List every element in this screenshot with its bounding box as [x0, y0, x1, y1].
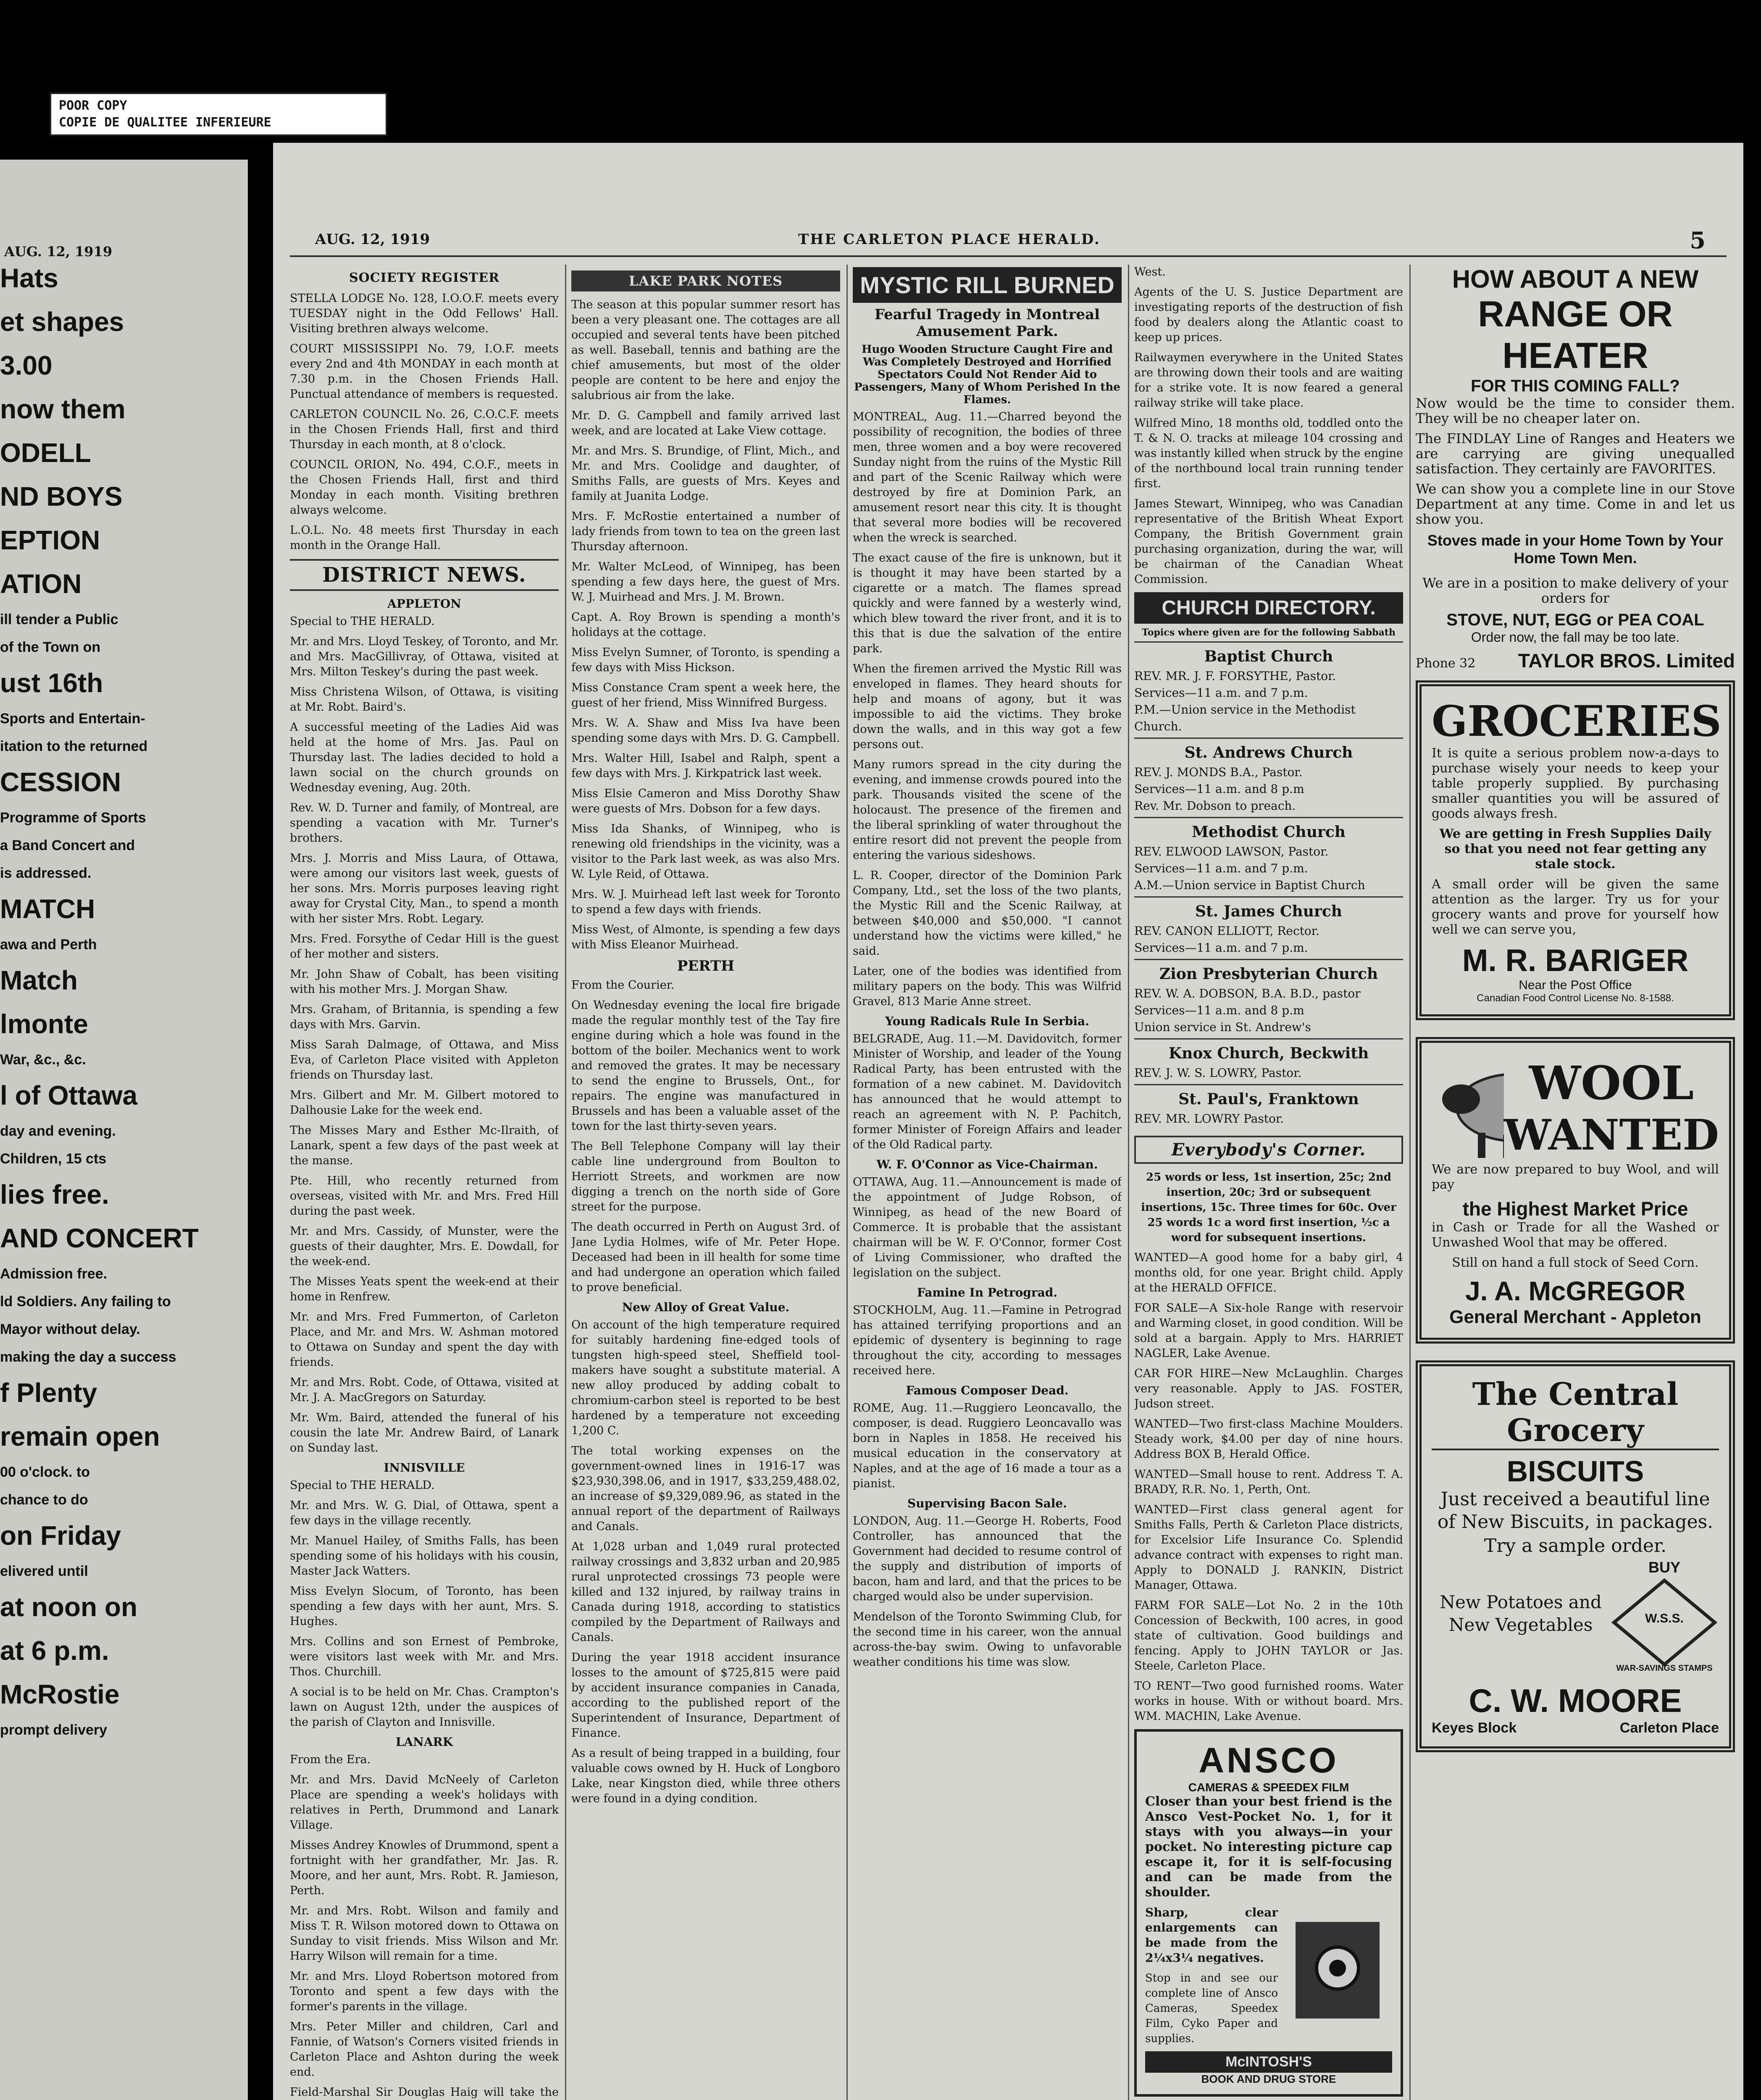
oconnor-title: W. F. O'Connor as Vice-Chairman. [876, 1158, 1098, 1171]
radicals-title: Young Radicals Rule In Serbia. [885, 1014, 1089, 1028]
adjacent-page-fragment-line: awa and Perth [0, 937, 97, 953]
camera-illustration [1283, 1905, 1392, 2031]
news-paragraph: Mrs. Graham, of Britannia, is spending a few days with Mrs. Garvin. [290, 1003, 559, 1031]
adjacent-page-fragment [0, 160, 248, 2100]
adjacent-page-fragment-line: Sports and Entertain- [0, 711, 145, 727]
adjacent-page-fragment-line: is addressed. [0, 865, 92, 881]
wool-body-2: in Cash or Trade for all the Washed or Unwashed Wool that may be offered. [1432, 1220, 1719, 1250]
alloy-article [571, 1318, 840, 1806]
classified-ad: WANTED—Two first-class Machine Moulders. Steady work, $4.00 per day of nine hours. Address BOX B, Herald Office. [1134, 1418, 1403, 1461]
news-paragraph: Miss Christena Wilson, of Ottawa, is visiting at Mr. Robt. Baird's. [290, 685, 559, 714]
lodge-notice: COUNCIL ORION, No. 494, C.O.F., meets in the Chosen Friends Hall, first and third Monday in each month. Visiting brethren always welcome. [290, 458, 559, 517]
appleton-news [290, 614, 559, 1456]
famine-title: Famine In Petrograd. [917, 1286, 1058, 1299]
moore-firm: C. W. MOORE [1469, 1682, 1682, 1719]
church-entry [1134, 1084, 1403, 1130]
wool-body: We are now prepared to buy Wool, and will pay [1432, 1162, 1719, 1192]
district-news-title: DISTRICT NEWS. [290, 559, 559, 591]
news-paragraph: Mr. and Mrs. Cassidy, of Munster, were the guests of their daughter, Mrs. E. Dowdall, for the week-end. [290, 1225, 559, 1268]
adjacent-page-fragment-line: AND CONCERT [0, 1223, 199, 1253]
adjacent-page-fragment-line: ust 16th [0, 668, 103, 698]
adjacent-page-fragment-line: Match [0, 965, 78, 995]
ansco-enlarge-text: Sharp, clear enlargements can be made from the 2¼x3¼ negatives. [1145, 1906, 1278, 1965]
news-paragraph: Mr. and Mrs. S. Brundige, of Flint, Mich., and Mr. and Mrs. Coolidge and daughter, of Smiths Falls, are guests of Mrs. Keyes and family at Juanita Lodge. [571, 444, 840, 503]
lanark-title: LANARK [395, 1735, 453, 1749]
bacon-title: Supervising Bacon Sale. [907, 1496, 1067, 1510]
church-detail: Services—11 a.m. and 7 p.m. [1134, 686, 1308, 700]
church-name: St. James Church [1195, 903, 1342, 920]
news-paragraph: Capt. A. Roy Brown is spending a month's holidays at the cottage. [571, 611, 840, 639]
news-paragraph: L. R. Cooper, director of the Dominion Park Company, Ltd., set the loss of the two plants, the Mystic Rill and the Scenic Railway, at between $40,000 and $50,000. "I cannot understand how the victims were killed," he said. [853, 869, 1122, 958]
adjacent-page-fragment-line: of the Town on [0, 639, 101, 655]
groceries-title: GROCERIES [1432, 696, 1722, 746]
page-header [294, 227, 1722, 252]
wanted-word: WANTED [1503, 1110, 1719, 1160]
church-detail: Services—11 a.m. and 8 p.m [1134, 782, 1304, 796]
column-rule [565, 265, 566, 2100]
news-paragraph: On account of the high temperature required for suitably hardening fine-edged tools of tungsten high-speed steel, Sheffield tool-makers have sought a substitute material. A new alloy produced by adding cobalt to chromium-carbon steel is reported to be best hardened by a temperature not exceeding 1,200 C. [571, 1318, 840, 1437]
newspaper-page [273, 143, 1743, 2100]
news-paragraph: Miss West, of Almonte, is spending a few days with Miss Eleanor Muirhead. [571, 923, 840, 951]
news-paragraph: The death occurred in Perth on August 3rd. of Jane Lydia Holmes, wife of Mr. Peter Hope. Deceased had been in ill health for some time and had undergone an operation which failed to prove beneficial. [571, 1221, 840, 1294]
classified-ad: WANTED—First class general agent for Smiths Falls, Perth & Carleton Place districts, for Excelsior Life Insurance Co. Splendid advance contract with expenses to right man. Apply to DONALD J. RANKIN, District Manager, Ottawa. [1134, 1503, 1403, 1592]
news-paragraph: Mr. and Mrs. W. G. Dial, of Ottawa, spent a few days in the village recently. [290, 1499, 559, 1527]
groceries-bold: We are getting in Fresh Supplies Daily so that you need not fear getting any stale stock. [1439, 827, 1711, 872]
church-entry [1134, 738, 1403, 817]
innisville-news [290, 1478, 559, 1730]
range-body-2: The FINDLAY Line of Ranges and Heaters we are carrying are giving unequalled satisfaction. They certainly are FAVORITES. [1416, 430, 1735, 477]
news-paragraph: Mr. and Mrs. Robt. Code, of Ottawa, visited at Mr. J. A. MacGregors on Saturday. [290, 1376, 559, 1404]
church-entry [1134, 896, 1403, 959]
sheep-illustration [1432, 1053, 1504, 1162]
coal-line-3: Order now, the fall may be too late. [1471, 630, 1680, 645]
mcintosh-subtitle: BOOK AND DRUG STORE [1201, 2073, 1336, 2085]
adjacent-page-date: AUG. 12, 1919 [4, 244, 113, 260]
news-paragraph: West. [1134, 265, 1166, 278]
range-line-2: RANGE OR HEATER [1478, 294, 1673, 376]
wool-advertisement [1416, 1037, 1735, 1344]
news-paragraph: On Wednesday evening the local fire brigade made the regular monthly test of the Tay fire engine during which a hole was found in the bottom of the boiler. Mechanics went to work and removed the grates. It may be necessary to send the engine to Brussels, Ont., for repairs. The engine was manufactured in Brussels and has been a valuable asset of the town for the last thirty-seven years. [571, 999, 840, 1133]
church-name: Methodist Church [1192, 823, 1346, 841]
lanark-news [290, 1752, 559, 2100]
adjacent-page-fragment-line: day and evening. [0, 1123, 116, 1139]
biscuits-text: Just received a beautiful line of New Biscuits, in packages. [1437, 1488, 1714, 1533]
news-paragraph: Miss Constance Cram spent a week here, the guest of her friend, Miss Winnifred Burgess. [571, 681, 840, 709]
ansco-advertisement [1134, 1729, 1403, 2097]
adjacent-page-fragment-line: EPTION [0, 525, 100, 555]
adjacent-page-fragment-line: ill tender a Public [0, 612, 118, 627]
news-paragraph: Mrs. W. J. Muirhead left last week for Toronto to spend a few days with friends. [571, 888, 840, 916]
news-paragraph: Agents of the U. S. Justice Department are investigating reports of the destruction of fish food by dealers along the Atlantic coast to keep up prices. [1134, 286, 1403, 344]
column-advertisements [1416, 265, 1735, 2100]
composer-text: ROME, Aug. 11.—Ruggiero Leoncavallo, the composer, is dead. Ruggiero Leoncavallo was born in Naples in 1858. He received his musical education in the conservatory at Naples, and at the age of 16 made a tour as a pianist. [853, 1402, 1122, 1490]
adjacent-page-fragment-line: chance to do [0, 1492, 88, 1508]
adjacent-page-fragment-line: 00 o'clock. to [0, 1464, 90, 1480]
news-paragraph: Railwaymen everywhere in the United States are throwing down their tools and are waiting for a strike vote. It is now feared a general railway strike will take place. [1134, 351, 1403, 410]
stamp-line-2: COPIE DE QUALITEE INFERIEURE [59, 115, 271, 130]
range-bold: Stoves made in your Home Town by Your Home Town Men. [1427, 532, 1724, 567]
perth-title: PERTH [677, 958, 735, 974]
church-directory-title: CHURCH DIRECTORY. [1134, 592, 1403, 624]
adjacent-page-fragment-line: ODELL [0, 438, 91, 468]
central-grocery-advertisement [1416, 1360, 1735, 1752]
ansco-logo: ANSCO [1199, 1740, 1339, 1780]
mystic-rill-article [853, 410, 1122, 1009]
adjacent-page-fragment-line: at noon on [0, 1592, 138, 1622]
issue-date: AUG. 12, 1919 [315, 231, 430, 248]
ansco-text: Closer than your best friend is the Ansco Vest-Pocket No. 1, for it stays with you always—in your pocket. No interesting picture cap escape it, for it is self-focusing and can be made from the shoulder. [1145, 1794, 1392, 1900]
news-paragraph: Mrs. Gilbert and Mr. M. Gilbert motored to Dalhousie Lake for the week end. [290, 1089, 559, 1117]
war-savings-stamps-label: WAR-SAVINGS STAMPS [1616, 1664, 1713, 1673]
news-paragraph: Special to THE HERALD. [290, 615, 435, 628]
news-paragraph: Mr. and Mrs. Fred Fummerton, of Carleton Place, and Mr. and Mrs. W. Ashman motored to Ottawa on Sunday and spent the day with friends. [290, 1310, 559, 1369]
classified-ad: WANTED—A good home for a baby girl, 4 months old, for one year. Bright child. Apply at the HERALD OFFICE. [1134, 1251, 1403, 1294]
news-paragraph: The Misses Yeats spent the week-end at their home in Renfrew. [290, 1275, 559, 1303]
ansco-stop-text: Stop in and see our complete line of Ansco Cameras, Speedex Film, Cyko Paper and supplies. [1145, 1972, 1278, 2045]
news-paragraph: Pte. Hill, who recently returned from overseas, visited with Mr. and Mrs. Fred Hill during the past week. [290, 1174, 559, 1218]
perth-news [571, 978, 840, 1295]
church-detail: REV. CANON ELLIOTT, Rector. [1134, 924, 1319, 938]
adjacent-page-fragment-line: remain open [0, 1421, 160, 1452]
news-paragraph: A social is to be held on Mr. Chas. Crampton's lawn on August 12th, under the auspices of the parish of Clayton and Innisville. [290, 1685, 559, 1729]
wool-word: WOOL [1529, 1055, 1694, 1110]
church-detail: Union service in St. Andrew's [1134, 1020, 1311, 1034]
header-rule [290, 255, 1727, 257]
column-society-district [290, 265, 559, 2100]
adjacent-page-fragment-line: War, &c., &c. [0, 1052, 86, 1068]
mystic-rill-deck: Hugo Wooden Structure Caught Fire and Was Completely Destroyed and Horrified Spectators Could Not Render Aid to Passengers, Many of Whom Perished In the Flames. [854, 343, 1120, 406]
news-paragraph: The Misses Mary and Esther Mc-Ilraith, of Lanark, spent a few days of the past week at the manse. [290, 1124, 559, 1167]
everybodys-corner-title: Everybody's Corner. [1134, 1136, 1403, 1164]
church-name: St. Andrews Church [1184, 744, 1353, 761]
church-detail: REV. MR. J. F. FORSYTHE, Pastor. [1134, 669, 1336, 683]
church-name: Zion Presbyterian Church [1159, 965, 1378, 983]
buy-label: BUY [1648, 1559, 1680, 1576]
news-paragraph: As a result of being trapped in a building, four valuable cows owned by H. Huck of Longboro Lake, near Kingston died, while three others were found in a dying condition. [571, 1747, 840, 1805]
news-paragraph: Mrs. W. A. Shaw and Miss Iva have been spending some days with Mrs. D. G. Campbell. [571, 717, 840, 745]
adjacent-page-fragment-line: prompt delivery [0, 1722, 108, 1738]
adjacent-page-text [0, 256, 244, 1744]
news-paragraph: MONTREAL, Aug. 11.—Charred beyond the possibility of recognition, the bodies of three men, three women and a boy were recovered Sunday night from the ruins of the Mystic Rill and part of the Scenic Railway which were destroyed by fire at Dominion Park, an amusement resort near this city. It is thought that several more bodies will be recovered when the wreck is searched. [853, 410, 1122, 544]
seed-corn: Still on hand a full stock of Seed Corn. [1452, 1255, 1699, 1270]
news-paragraph: Miss Evelyn Slocum, of Toronto, has been spending a few days with her aunt, Mrs. S. Hughes. [290, 1585, 559, 1628]
wss-label: W.S.S. [1645, 1612, 1684, 1625]
lodge-notices [290, 291, 559, 553]
church-detail: P.M.—Union service in the Methodist Church. [1134, 703, 1356, 733]
bariger-firm: M. R. BARIGER [1462, 943, 1689, 978]
church-detail: Rev. Mr. Dobson to preach. [1134, 799, 1296, 813]
adjacent-page-fragment-line: a Band Concert and [0, 837, 135, 853]
church-detail: REV. ELWOOD LAWSON, Pastor. [1134, 845, 1329, 858]
news-paragraph: Mr. and Mrs. Lloyd Teskey, of Toronto, and Mr. and Mrs. MacGillivray, of Ottawa, visited at Mrs. Milton Teskey's during the past week. [290, 635, 559, 678]
keyes-block: Keyes Block [1432, 1720, 1517, 1736]
adjacent-page-fragment-line: Children, 15 cts [0, 1151, 107, 1167]
news-paragraph: Mrs. Walter Hill, Isabel and Ralph, spent a few days with Mrs. J. Kirkpatrick last week. [571, 752, 840, 780]
classified-ads [1134, 1250, 1403, 1724]
news-paragraph: Mr. Walter McLeod, of Winnipeg, has been spending a few days here, the guest of Mrs. W. J. Muirhead and Mrs. J. M. Brown. [571, 560, 840, 604]
mcgregor-subtitle: General Merchant - Appleton [1449, 1307, 1701, 1327]
news-paragraph: During the year 1918 accident insurance losses to the amount of $725,815 were paid by accident insurance companies in Canada, according to the published report of the Superintendent of Insurance, Department of Finance. [571, 1651, 840, 1740]
classified-ad: TO RENT—Two good furnished rooms. Water works in house. With or without board. Mrs. WM. MACHIN, Lake Avenue. [1134, 1680, 1403, 1723]
radicals-text: BELGRADE, Aug. 11.—M. Davidovitch, former Minister of Worship, and leader of the Young Radical Party, has been entrusted with the formation of a new cabinet. M. Davidovitch has announced that he would attempt to reach an agreement with N. P. Pachitch, former Minister of Foreign Affairs and leader of the Old Radical party. [853, 1032, 1122, 1151]
adjacent-page-fragment-line: McRostie [0, 1679, 120, 1709]
stamp-line-1: POOR COPY [59, 98, 127, 113]
range-body: Now would be the time to consider them. They will be no cheaper later on. [1416, 395, 1735, 426]
news-paragraph: The total working expenses on the government-owned lines in 1916-17 was $23,930,398.06, and in 1917, $33,259,488.02, an increase of $9,329,089.96, as stated in the annual report of the department of Railways and Canals. [571, 1444, 840, 1533]
mcgregor-firm: J. A. McGREGOR [1465, 1276, 1685, 1306]
lodge-notice: L.O.L. No. 48 meets first Thursday in each month in the Orange Hall. [290, 524, 559, 552]
famine-text: STOCKHOLM, Aug. 11.—Famine in Petrograd has attained terrifying proportions and an epidemic of dysentery is beginning to rage throughout the city, according to messages received here. [853, 1304, 1122, 1377]
news-paragraph: When the firemen arrived the Mystic Rill was enveloped in flames. They heard shouts for help and moans of agony, but it was impossible to aid the victims. They broke down the walls, and in this way got a few persons out. [853, 662, 1122, 751]
carleton-place: Carleton Place [1619, 1720, 1719, 1736]
microfilm-quality-stamp [50, 92, 387, 136]
range-line-1: HOW ABOUT A NEW [1452, 265, 1699, 293]
mcintosh-store: McINTOSH'S [1145, 2051, 1392, 2073]
column-church-classifieds [1134, 265, 1403, 2100]
adjacent-page-fragment-line: ATION [0, 569, 82, 599]
page-number: 5 [1690, 227, 1706, 254]
groceries-advertisement [1416, 680, 1735, 1020]
range-heater-advertisement [1416, 265, 1735, 672]
church-directory-subtitle: Topics where given are for the following Sabbath [1142, 627, 1396, 638]
sample-order-text: Try a sample order. [1484, 1535, 1667, 1557]
lodge-notice: CARLETON COUNCIL No. 26, C.O.C.F. meets in the Chosen Friends Hall, first and third Thursday in each month, at 8 o'clock. [290, 408, 559, 451]
church-detail: Services—11 a.m. and 7 p.m. [1134, 941, 1308, 955]
news-paragraph: A successful meeting of the Ladies Aid was held at the home of Mrs. Jas. Paul on Thursday last. The ladies decided to hold a lawn social on the church grounds on Wednesday evening, Aug. 20th. [290, 721, 559, 794]
news-paragraph: Mrs. Peter Miller and children, Carl and Fannie, of Watson's Corners visited friends in Carleton Place and Ashton during the week end. [290, 2020, 559, 2079]
lake-park-title: LAKE PARK NOTES [571, 270, 840, 291]
adjacent-page-fragment-line: MATCH [0, 894, 95, 924]
adjacent-page-fragment-line: Mayor without delay. [0, 1321, 140, 1337]
news-paragraph: Mr. and Mrs. Robt. Wilson and family and Miss T. R. Wilson motored down to Ottawa on Sunday to visit friends. Miss Wilson and Mr. Harry Wilson will remain for a time. [290, 1904, 559, 1963]
church-detail: REV. W. A. DOBSON, B.A. B.D., pastor [1134, 987, 1361, 1000]
groceries-body-2: A small order will be given the same attention as the larger. Try us for your grocery wants and prove for yourself how well we can serve you, [1432, 877, 1719, 937]
news-paragraph: Special to THE HERALD. [290, 1479, 435, 1492]
adjacent-page-fragment-line: f Plenty [0, 1378, 97, 1408]
innisville-title: INNISVILLE [384, 1461, 465, 1475]
church-detail: REV. J. W. S. LOWRY, Pastor. [1134, 1066, 1302, 1080]
classified-ad: WANTED—Small house to rent. Address T. A. BRADY, R.R. No. 1, Perth, Ont. [1134, 1468, 1403, 1496]
masthead-title: THE CARLETON PLACE HERALD. [798, 231, 1101, 248]
news-paragraph: At 1,028 urban and 1,049 rural protected railway crossings and 3,832 urban and 20,985 rural unprotected crossings 73 people were killed and 132 injured, by railway trains in Canada during 1918, according to statistics compiled by the Department of Railways and Canals. [571, 1540, 840, 1644]
adjacent-page-fragment-line: on Friday [0, 1520, 121, 1551]
adjacent-page-fragment-line: elivered until [0, 1563, 88, 1579]
phone-number: Phone 32 [1416, 656, 1476, 671]
adjacent-page-fragment-line: CESSION [0, 767, 121, 797]
lodge-notice: COURT MISSISSIPPI No. 79, I.O.F. meets every 2nd and 4th MONDAY in each month at 7.30 p.m. in the Chosen Friends Hall. Punctual attendance of members is requested. [290, 342, 559, 401]
taylor-bros: TAYLOR BROS. Limited [1518, 650, 1735, 672]
news-briefs [1134, 265, 1403, 587]
church-name: Knox Church, Beckwith [1168, 1045, 1369, 1062]
news-paragraph: Mrs. Fred. Forsythe of Cedar Hill is the guest of her mother and sisters. [290, 932, 559, 961]
news-paragraph: From the Era. [290, 1753, 371, 1766]
news-paragraph: Miss Elsie Cameron and Miss Dorothy Shaw were guests of Mrs. Dobson for a few days. [571, 787, 840, 815]
news-paragraph: Mr. and Mrs. David McNeely of Carleton Place are spending a week's holidays with relatives in Perth, Drummond and Lanark Village. [290, 1773, 559, 1832]
church-name: Baptist Church [1204, 648, 1333, 665]
news-paragraph: From the Courier. [571, 979, 675, 992]
church-entry [1134, 1038, 1403, 1084]
alloy-title: New Alloy of Great Value. [622, 1300, 790, 1314]
adjacent-page-fragment-line: ld Soldiers. Any failing to [0, 1294, 171, 1310]
news-paragraph: Mr. D. G. Campbell and family arrived last week, and are located at Lake View cottage. [571, 409, 840, 437]
bariger-license: Canadian Food Control License No. 8-1588. [1477, 992, 1674, 1004]
war-savings-badge [1610, 1559, 1719, 1673]
society-register-title: SOCIETY REGISTER [349, 270, 499, 285]
news-paragraph: The season at this popular summer resort has been a very pleasant one. The cottages are all occupied and several tents have been pitched as well. Baseball, tennis and bathing are the chief amusements, but most of the older people are content to be here and enjoy the salubrious air from the lake. [571, 298, 840, 402]
coal-line-2: STOVE, NUT, EGG or PEA COAL [1446, 611, 1704, 629]
adjacent-page-fragment-line: now them [0, 394, 126, 424]
wool-price: the Highest Market Price [1462, 1198, 1688, 1220]
news-paragraph: Mrs. Collins and son Ernest of Pembroke, were visitors last week with Mr. and Mrs. Thos. Churchill. [290, 1635, 559, 1678]
bariger-location: Near the Post Office [1519, 978, 1632, 992]
column-mystic-rill [853, 265, 1122, 2100]
news-paragraph: James Stewart, Winnipeg, who was Canadian representative of the British Wheat Export Company, the British Government grain purchasing organization, during the war, will be chairman of the Canadian Wheat Commission. [1134, 497, 1403, 586]
column-lake-park [571, 265, 840, 2100]
adjacent-page-fragment-line: making the day a success [0, 1349, 176, 1365]
adjacent-page-fragment-line: ND BOYS [0, 481, 123, 512]
adjacent-page-fragment-line: lmonte [0, 1009, 88, 1039]
classified-ad: CAR FOR HIRE—New McLaughlin. Charges very reasonable. Apply to JAS. FOSTER, Judson street. [1134, 1367, 1403, 1410]
news-paragraph: Misses Andrey Knowles of Drummond, spent a fortnight with her grandfather, Mr. Jas. R. Moore, and her aunt, Mrs. Robt. R. Jamieson, Perth. [290, 1839, 559, 1897]
news-paragraph: Miss Ida Shanks, of Winnipeg, who is renewing old friendships in the vicinity, was a visitor to the Park last week, as was also Mrs. W. Lyle Reid, of Ottawa. [571, 822, 840, 881]
adjacent-page-fragment-line: Admission free. [0, 1266, 108, 1282]
column-rule [1409, 265, 1411, 2100]
coal-line-1: We are in a position to make delivery of your orders for [1422, 575, 1728, 606]
column-rule [1128, 265, 1129, 2100]
news-paragraph: The Bell Telephone Company will lay their cable line underground from Boulton to Herriott Streets, and workmen are now digging a trench on the north side of Gore street for the purpose. [571, 1140, 840, 1213]
news-paragraph: Mr. John Shaw of Cobalt, has been visiting with his mother Mrs. J. Morgan Shaw. [290, 968, 559, 996]
ansco-subtitle: CAMERAS & SPEEDEX FILM [1188, 1781, 1349, 1794]
adjacent-page-fragment-line: Programme of Sports [0, 810, 146, 826]
lake-park-notes [571, 297, 840, 953]
church-detail: A.M.—Union service in Baptist Church [1134, 878, 1365, 892]
classified-ad: FARM FOR SALE—Lot No. 2 in the 10th Concession of Beckwith, 100 acres, in good state of cultivation. Good buildings and fencing. Apply to JOHN TAYLOR or Jas. Steele, Carleton Place. [1134, 1599, 1403, 1672]
mystic-rill-headline: MYSTIC RILL BURNED [853, 267, 1122, 303]
adjacent-page-fragment-line: 3.00 [0, 350, 53, 381]
news-paragraph: Miss Evelyn Sumner, of Toronto, is spending a few days with Miss Hickson. [571, 646, 840, 674]
classified-ad: FOR SALE—A Six-hole Range with reservoir and Warming closet, in good condition. Will be sold at a bargain. Apply to Mrs. HARRIET NAGLER, Lake Avenue. [1134, 1302, 1403, 1360]
groceries-body: It is quite a serious problem now-a-days to purchase wisely your needs to keep your table properly supplied. By purchasing smaller quantities you will be assured of goods always fresh. [1432, 746, 1719, 821]
column-rule [846, 265, 848, 2100]
church-detail: REV. MR. LOWRY Pastor. [1134, 1112, 1284, 1126]
adjacent-page-fragment-line: Hats [0, 263, 58, 293]
church-entry [1134, 959, 1403, 1038]
news-paragraph: Mrs. J. Morris and Miss Laura, of Ottawa, were among our visitors last week, guests of her sons. Mrs. Morris purposes leaving right away for Crystal City, Man., to spend a month with her sister Mrs. Robt. Legary. [290, 852, 559, 925]
news-paragraph: Mrs. F. McRostie entertained a number of lady friends from town to tea on the green last Thursday afternoon. [571, 510, 840, 553]
central-grocery-title: The Central Grocery [1432, 1376, 1719, 1450]
church-entry [1134, 817, 1403, 896]
church-detail: REV. J. MONDS B.A., Pastor. [1134, 765, 1303, 779]
church-detail: Services—11 a.m. and 7 p.m. [1134, 861, 1308, 875]
classified-rates: 25 words or less, 1st insertion, 25c; 2nd insertion, 20c; 3rd or subsequent insertions, 15c. Three times for 60c. Over 25 words 1c a word first insertion, ½c a word for subsequent insertions. [1141, 1171, 1396, 1244]
news-paragraph: Mr. Wm. Baird, attended the funeral of his cousin the late Mr. Andrew Baird, of Lanark on Sunday last. [290, 1411, 559, 1454]
church-list [1134, 641, 1403, 1130]
appleton-title: APPLETON [387, 597, 461, 611]
news-paragraph: Later, one of the bodies was identified from military papers on the body. This was Wilfrid Gravel, 813 Marie Anne street. [853, 965, 1122, 1008]
range-line-3: FOR THIS COMING FALL? [1471, 377, 1680, 395]
news-paragraph: Rev. W. D. Turner and family, of Montreal, are spending a vacation with Mr. Turner's brothers. [290, 801, 559, 845]
adjacent-page-fragment-line: lies free. [0, 1179, 109, 1210]
news-paragraph: Mr. and Mrs. Lloyd Robertson motored from Toronto and spent a few days with the former's parents in the village. [290, 1970, 559, 2013]
vegetables-text: New Potatoes and New Vegetables [1440, 1591, 1602, 1635]
news-paragraph: Wilfred Mino, 18 months old, toddled onto the T. & N. O. tracks at mileage 104 crossing and was instantly killed when struck by the engine of the northbound local train running tender first. [1134, 417, 1403, 490]
church-entry [1134, 641, 1403, 738]
news-paragraph: Field-Marshal Sir Douglas Haig will take the [290, 2086, 559, 2099]
adjacent-page-fragment-line: at 6 p.m. [0, 1635, 109, 1666]
range-body-3: We can show you a complete line in our Stove Department at any time. Come in and let us show you. [1416, 481, 1735, 527]
mystic-rill-subhead: Fearful Tragedy in Montreal Amusement Park. [874, 306, 1100, 340]
adjacent-page-fragment-line: itation to the returned [0, 738, 148, 754]
church-detail: Services—11 a.m. and 8 p.m [1134, 1003, 1304, 1017]
adjacent-page-fragment-line: l of Ottawa [0, 1080, 138, 1110]
lodge-notice: STELLA LODGE No. 128, I.O.O.F. meets every TUESDAY night in the Odd Fellows' Hall. Visiting brethren always welcome. [290, 292, 559, 335]
news-paragraph: Mr. Manuel Hailey, of Smiths Falls, has been spending some of his holidays with his cousin, Master Jack Watters. [290, 1534, 559, 1578]
swim-text: Mendelson of the Toronto Swimming Club, for the second time in his career, won the annual across-the-bay swim. Owing to unfavorable weather conditions his time was slow. [853, 1610, 1122, 1669]
church-name: St. Paul's, Franktown [1178, 1090, 1359, 1108]
bacon-text: LONDON, Aug. 11.—George H. Roberts, Food Controller, has announced that the Government had decided to resume control of the supply and distribution of imports of bacon, ham and lard, and that the prices to be charged would also be under supervision. [853, 1515, 1122, 1603]
news-paragraph: Miss Sarah Dalmage, of Ottawa, and Miss Eva, of Carleton Place visited with Appleton friends on Thursday last. [290, 1038, 559, 1082]
oconnor-text: OTTAWA, Aug. 11.—Announcement is made of the appointment of Judge Robson, of Winnipeg, as head of the new Board of Commerce. It is probable that the assistant chairman will be W. F. O'Connor, former Cost of Living Commissioner, who drafted the legislation on the subject. [853, 1176, 1122, 1279]
adjacent-page-fragment-line: et shapes [0, 307, 124, 337]
news-paragraph: Many rumors spread in the city during the evening, and immense crowds poured into the park. Thousands visited the scene of the holocaust. The presence of the firemen and the liberal sprinkling of water throughout the entire resort did not prevent the people from entering the various sideshows. [853, 758, 1122, 862]
news-paragraph: The exact cause of the fire is unknown, but it is thought it may have been started by a cigarette or a match. The flames spread quickly and were fanned by a westerly wind, which blew toward the river front, and it is to this that is due the salvation of the entire park. [853, 551, 1122, 655]
biscuits-title: BISCUITS [1506, 1455, 1644, 1488]
composer-title: Famous Composer Dead. [906, 1383, 1069, 1397]
